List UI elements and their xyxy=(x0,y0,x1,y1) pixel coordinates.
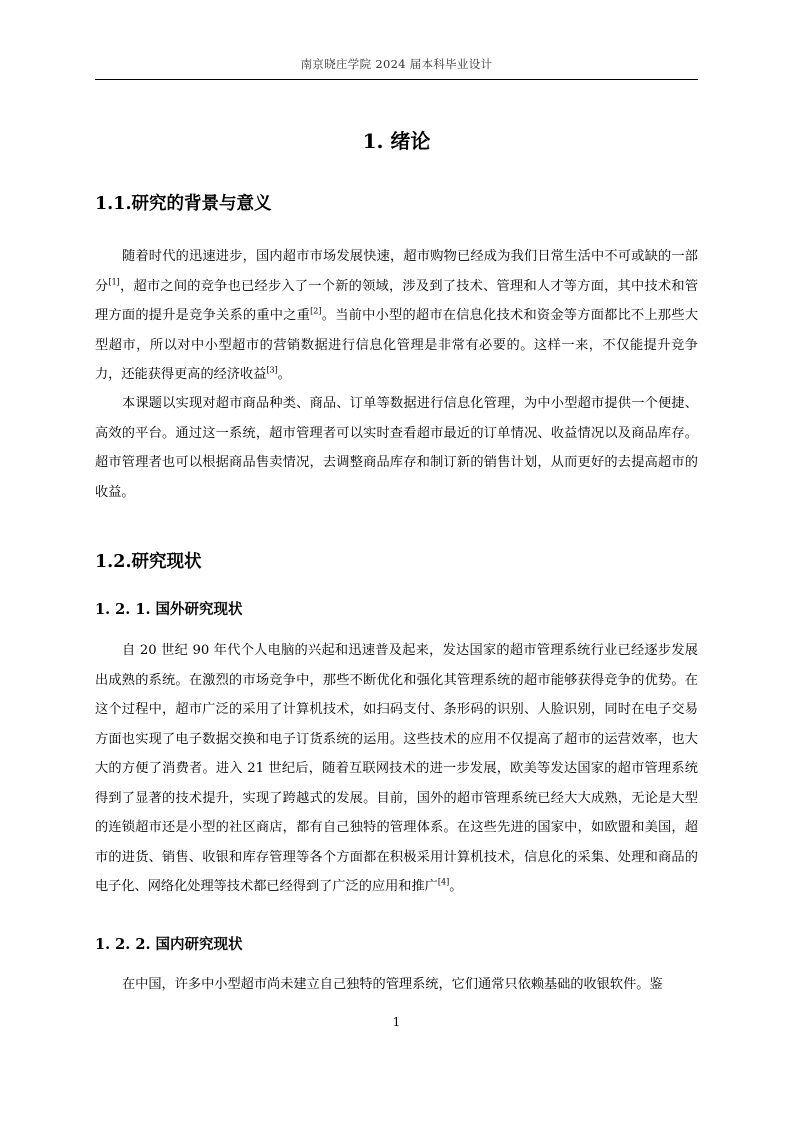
header-divider xyxy=(95,79,698,80)
subsection-heading-1-2-1: 1. 2. 1. 国外研究现状 xyxy=(95,601,243,618)
page-number: 1 xyxy=(392,1015,401,1029)
citation-ref-2: [2] xyxy=(310,306,322,316)
paragraph-text: 自 20 世纪 90 年代个人电脑的兴起和迅速普及起来，发达国家的超市管理系统行业已经逐步发展出成熟的系统。在激烈的市场竞争中，那些不断优化和强化其管理系统的超市能够获得竞争的优势。在这个过程中，超市广泛的采用了计算机技术，如扫码支付、条形码的识别、人脸识别，同时在电子交易方面也实现了电子数据交换和电子订货系统的运用。这些技术的应用不仅提高了超市的运营效率，也大大的方便了消费者。进入 21 世纪后，随着互联网技术的进一步发展，欧美等发达国家的超市管理系统得到了显著的技术提升，实现了跨越式的发展。目前，国外的超市管理系统已经大大成熟，无论是大型的连锁超市还是小型的社区商店，都有自己独特的管理体系。在这些先进的国家中，如欧盟和美国，超市的进货、销售、收银和库存管理等各个方面都在积极采用计算机技术，信息化的采集、处理和商品的电子化、网络化处理等技术都已经得到了广泛的应用和推广 xyxy=(95,643,698,894)
chapter-title: 1. 绪论 xyxy=(362,129,431,153)
section-heading-1-1: 1.1.研究的背景与意义 xyxy=(95,194,272,214)
citation-ref-1: [1] xyxy=(108,277,120,287)
paragraph-foreign-research xyxy=(95,636,698,902)
paragraph-domestic-research: 在中国，许多中小型超市尚未建立自己独特的管理系统，它们通常只依赖基础的收银软件。鉴 xyxy=(122,977,663,992)
paragraph-text: 。 xyxy=(277,367,291,382)
section-heading-1-2: 1.2.研究现状 xyxy=(95,552,202,572)
paragraph-text: 随着时代的迅速进步，国内超市市场发展快速，超市购物已经成为我们日常生活中不可或缺的一部分 xyxy=(95,249,698,294)
paragraph-text: 。当前中小型的超市在信息化技术和资金等方面都比不上那些大型超市，所以对中小型超市的营销数据进行信息化管理是非常有必要的。这样一来，不仅能提升竞争力，还能获得更高的经济收益 xyxy=(95,308,699,382)
paragraph-text: ，超市之间的竞争也已经步入了一个新的领域，涉及到了技术、管理和人才等方面，其中技术和管理方面的提升是竞争关系的重中之重 xyxy=(95,278,699,323)
paragraph-background-2: 本课题以实现对超市商品种类、商品、订单等数据进行信息化管理，为中小型超市提供一个便捷、高效的平台。通过这一系统，超市管理者可以实时查看超市最近的订单情况、收益情况以及商品库存。超市管理者也可以根据商品售卖情况，去调整商品库存和制订新的销售计划，从而更好的去提高超市的收益。 xyxy=(95,396,698,500)
paragraph-text: 。 xyxy=(449,879,463,894)
subsection-heading-1-2-2: 1. 2. 2. 国内研究现状 xyxy=(95,936,243,953)
citation-ref-3: [3] xyxy=(266,365,278,375)
paragraph-background-1 xyxy=(95,242,698,390)
running-header: 南京晓庄学院 2024 届本科毕业设计 xyxy=(300,57,493,71)
citation-ref-4: [4] xyxy=(437,877,450,887)
